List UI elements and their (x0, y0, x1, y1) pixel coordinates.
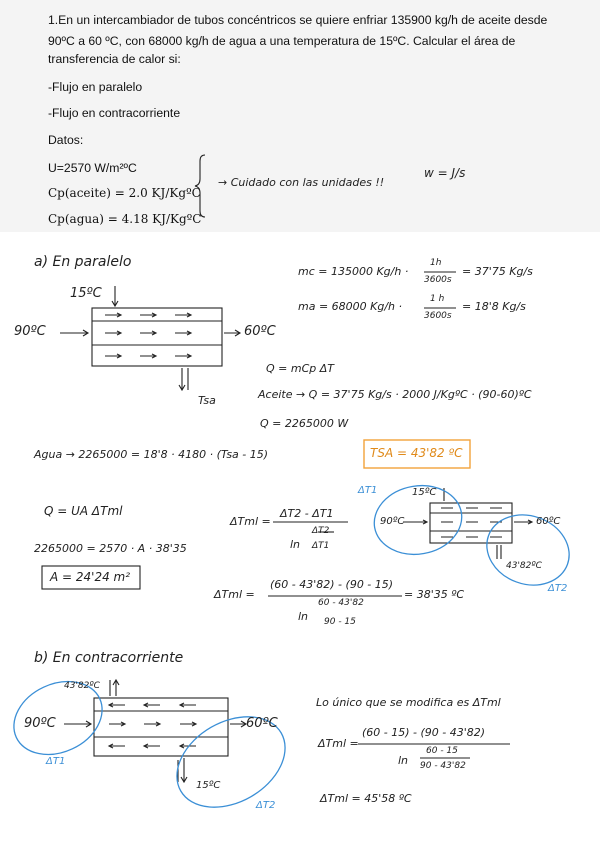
diag-dt2-a: ΔT2 (548, 583, 568, 594)
ma-lhs: ma = 68000 Kg/h · (298, 300, 403, 313)
lmtd-lhs-a: ΔTml = (230, 515, 271, 528)
arrow-out-water-b (110, 680, 119, 696)
dt1-b: ΔT1 (46, 756, 66, 767)
t-out-water-b: 43'82ºC (64, 681, 100, 691)
lmtd-den-num-b: 60 - 15 (426, 746, 458, 756)
diag-4382-a: 43'82ºC (506, 561, 542, 571)
diag-90-a: 90ºC (380, 516, 405, 527)
t-out-oil-b: 60ºC (246, 716, 278, 731)
arrow-out-oil-a (224, 330, 240, 336)
t-out-oil-a: 60ºC (244, 324, 276, 339)
arrow-out-oil-b (230, 721, 246, 727)
statement-line-2: 90ºC a 60 ºC, con 68000 kg/h de agua a una temperatura de 15ºC. Calcular el área de (48, 34, 516, 48)
mc-frac-den: 3600s (424, 275, 452, 285)
lmtd-result-b: ΔTml = 45'58 ºC (320, 792, 412, 805)
q-value: Q = 2265000 W (260, 417, 349, 430)
arrow-in-oil-b (64, 721, 91, 727)
cp-aceite: Cp(aceite) = 2.0 KJ/KgºC (48, 186, 201, 200)
area-result: A = 24'24 m² (50, 570, 131, 584)
arrow-in-oil-a (60, 330, 88, 336)
ma-frac-num: 1 h (430, 294, 445, 304)
lmtd-result-a: = 38'35 ºC (404, 588, 465, 601)
mc-rhs: = 37'75 Kg/s (462, 265, 533, 278)
lmtd-lhs-a2: ΔTml = (214, 588, 255, 601)
dt2-b: ΔT2 (256, 800, 276, 811)
lmtd-den-den-b: 90 - 43'82 (420, 761, 466, 771)
mc-frac-num: 1h (430, 258, 442, 268)
exchanger-a (92, 308, 222, 366)
lmtd-num-a: ΔT2 - ΔT1 (280, 507, 334, 520)
t-in-oil-b: 90ºC (24, 716, 56, 731)
lmtd-den-den-a: ΔT1 (312, 541, 330, 551)
arrow-in-water-a (112, 286, 118, 306)
q-ua: Q = UA ΔTml (44, 504, 123, 518)
brace-icon (195, 155, 205, 217)
units-warning: → Cuidado con las unidades !! (218, 176, 385, 189)
mc-lhs: mc = 135000 Kg/h · (298, 265, 409, 278)
lmtd-lhs-b: ΔTml = (318, 737, 359, 750)
lmtd-den-num-a: ΔT2 (312, 526, 330, 536)
t-in-oil-a: 90ºC (14, 324, 46, 339)
exchanger-b (94, 698, 228, 756)
tsa-result: TSA = 43'82 ºC (370, 446, 463, 460)
part-a-title: a) En paralelo (34, 254, 132, 270)
ma-rhs: = 18'8 Kg/s (462, 300, 526, 313)
lmtd-calc-den-den: 90 - 15 (324, 617, 356, 627)
lmtd-calc-den-num: 60 - 43'82 (318, 598, 364, 608)
aceite-calc: Aceite → Q = 37'75 Kg/s · 2000 J/KgºC · (90-60)ºC (258, 388, 532, 401)
watt-note: w = J/s (424, 166, 466, 180)
cp-agua: Cp(agua) = 4.18 KJ/KgºC (48, 212, 202, 226)
eq-area: 2265000 = 2570 · A · 38'35 (34, 542, 187, 555)
agua-calc: Agua → 2265000 = 18'8 · 4180 · (Tsa - 15) (34, 448, 269, 461)
lmtd-calc-den-ln: ln (298, 610, 309, 623)
ma-frac-den: 3600s (424, 311, 452, 321)
only-change-note: Lo único que se modifica es ΔTml (316, 696, 501, 709)
diag-15-a: 15ºC (412, 487, 437, 498)
case-a-item: -Flujo en paralelo (48, 80, 143, 94)
statement-line-3: transferencia de calor si: (48, 52, 181, 66)
lmtd-num-b: (60 - 15) - (90 - 43'82) (362, 726, 486, 739)
u-value: U=2570 W/m²ºC (48, 161, 137, 175)
diag-60-a: 60ºC (536, 516, 561, 527)
arrow-out-water-a (179, 368, 188, 390)
statement-line-1: 1.En un intercambiador de tubos concéntricos se quiere enfriar 135900 kg/h de aceite desde (48, 13, 548, 27)
t-in-water-a: 15ºC (70, 286, 102, 301)
q-formula: Q = mCp ΔT (266, 362, 334, 375)
lmtd-calc-num: (60 - 43'82) - (90 - 15) (270, 578, 394, 591)
case-b-item: -Flujo en contracorriente (48, 106, 181, 120)
diag-dt1-a: ΔT1 (358, 485, 378, 496)
t-in-water-b: 15ºC (196, 780, 221, 791)
part-b-title: b) En contracorriente (34, 650, 184, 666)
lmtd-den-ln-a: ln (290, 538, 301, 551)
lmtd-den-ln-b: ln (398, 754, 409, 767)
dt2-ellipse-b (161, 698, 301, 825)
t-out-water-a: Tsa (198, 394, 216, 407)
datos-label: Datos: (48, 133, 84, 147)
